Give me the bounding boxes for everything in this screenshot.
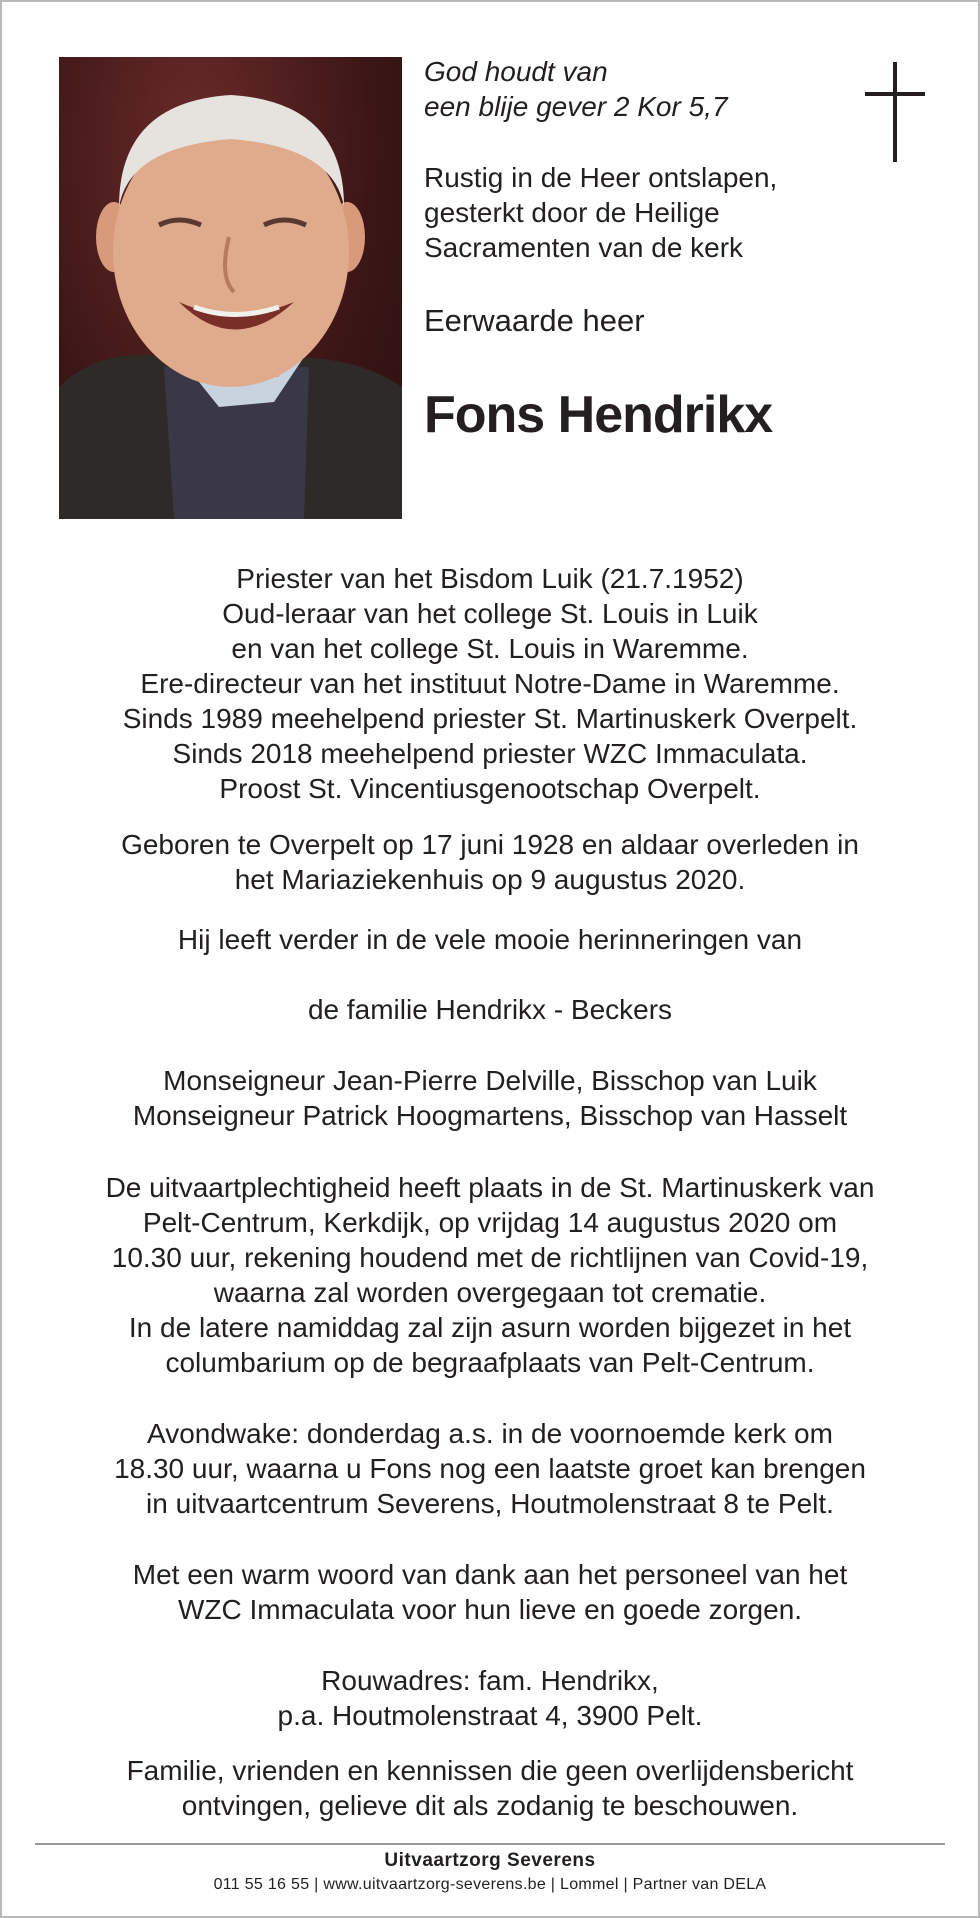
bible-verse: God houdt van een blije gever 2 Kor 5,7 [424, 56, 728, 122]
memory-intro: Hij leeft verder in de vele mooie herinneringen van [177, 924, 803, 955]
footer-divider [35, 1843, 945, 1845]
cross-icon [865, 62, 925, 162]
address-section: Rouwadres: fam. Hendrikx, p.a. Houtmolenstraat 4, 3900 Pelt. [277, 1665, 703, 1731]
clergy-section: Monseigneur Jean-Pierre Delville, Bisschop van Luik Monseigneur Patrick Hoogmartens, Bisschop van Hasselt [132, 1065, 848, 1131]
honorific: Eerwaarde heer [424, 303, 645, 338]
funeral-section: De uitvaartplechtigheid heeft plaats in de St. Martinuskerk van Pelt-Centrum, Kerkdijk, op vrijdag 14 augustus 2020 om 10.30 uur, rekening houdend met de richtlijnen van Covid-19, waarna zal worden overgegaan tot crematie. In de latere namiddag zal zijn asurn worden bijgezet in het columbarium op de begraafplaats van Pelt-Centrum. [105, 1172, 875, 1378]
thanks-section: Met een warm woord van dank aan het personeel van het WZC Immaculata voor hun lieve en goede zorgen. [132, 1559, 848, 1625]
funeral-home-contact: 011 55 16 55 | www.uitvaartzorg-severens.be | Lommel | Partner van DELA [213, 1876, 767, 1893]
portrait-photo [59, 57, 402, 519]
birth-death-section: Geboren te Overpelt op 17 juni 1928 en aldaar overleden in het Mariaziekenhuis op 9 augustus 2020. [121, 829, 859, 895]
career-section: Priester van het Bisdom Luik (21.7.1952) Oud-leraar van het college St. Louis in Luik en van het college St. Louis in Waremme. Ere-directeur van het instituut Notre-Dame in Waremme. Sinds 1989 meehelpend priester St. Martinuskerk Overpelt. Sinds 2018 meehelpend priester WZC Immaculata. Proost St. Vincentiusgenootschap Overpelt. [122, 563, 858, 804]
family-line: de familie Hendrikx - Beckers [307, 994, 673, 1025]
funeral-home-name: Uitvaartzorg Severens [384, 1850, 596, 1871]
wake-section: Avondwake: donderdag a.s. in de voornoemde kerk om 18.30 uur, waarna u Fons nog een laatste groet kan brengen in uitvaartcentrum Severens, Houtmolenstraat 8 te Pelt. [114, 1418, 866, 1519]
deceased-name: Fons Hendrikx [424, 386, 773, 444]
faith-statement: Rustig in de Heer ontslapen, gesterkt door de Heilige Sacramenten van de kerk [424, 162, 778, 263]
notice-section: Familie, vrienden en kennissen die geen overlijdensbericht ontvingen, gelieve dit als zodanig te beschouwen. [126, 1755, 854, 1821]
